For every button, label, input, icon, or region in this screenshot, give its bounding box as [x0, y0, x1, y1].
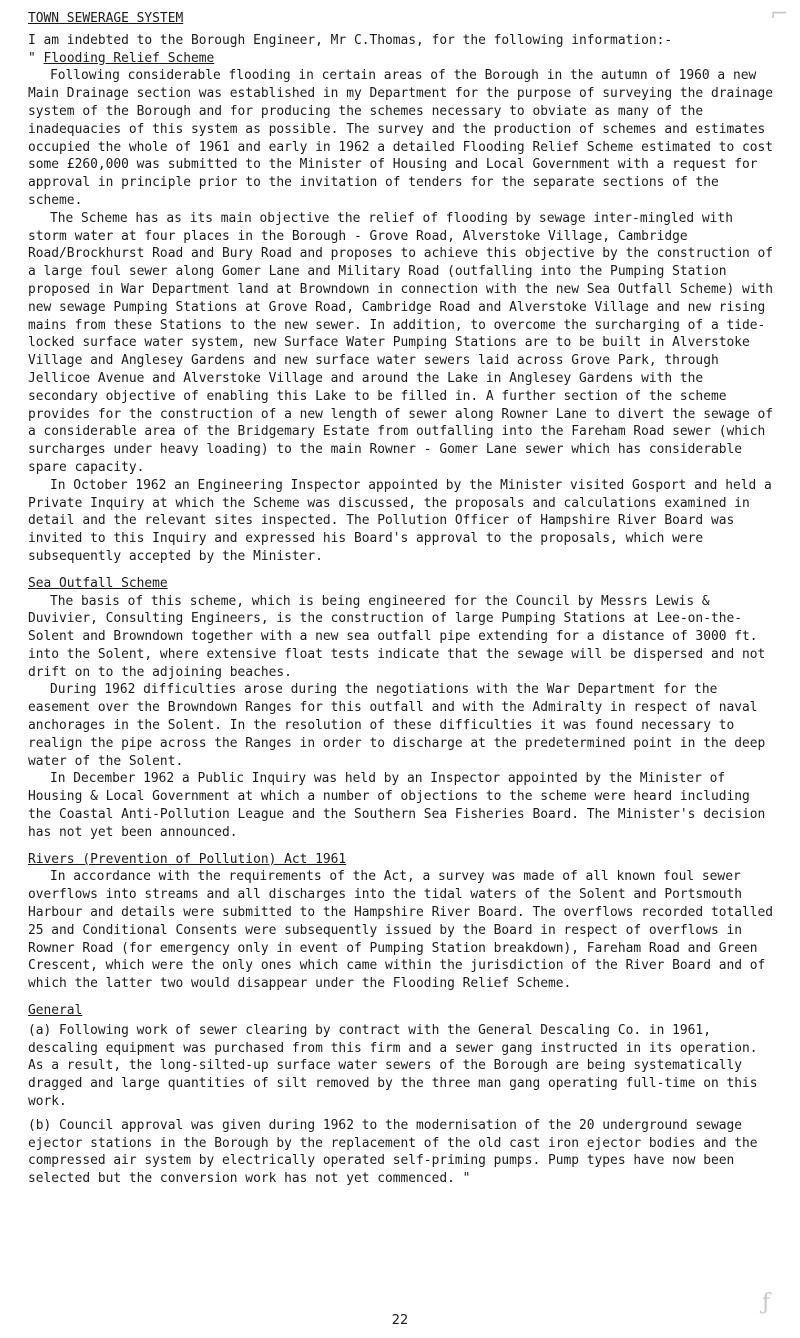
open-quote: " — [28, 50, 44, 66]
flooding-paragraph-3: In October 1962 an Engineering Inspector appointed by the Minister visited Gosport and held a Private Inquiry at which the Scheme was discussed, the proposals and calculations examined in detail and the relevant sites inspected. The Pollution Officer of Hampshire River Board was invited to this Inquiry and expressed his Board's approval to the proposals, which were subsequently accepted by the Minister. — [28, 477, 772, 564]
general-heading: General — [28, 1003, 83, 1019]
general-item-b — [28, 1117, 776, 1188]
scan-edge-mark-top: ⌐ — [770, 2, 789, 27]
rivers-paragraph-1: In accordance with the requirements of the Act, a survey was made of all known foul sewer overflows into streams and all discharges into the tidal waters of the Solent and Portsmouth Harbour and details were submitted to the Hampshire River Board. The overflows recorded totalled 25 and Conditional Consents were subsequently issued by the Board in respect of overflows in Rowner Road (for emergency only in event of Pumping Station breakdown), Fareham Road and Green Crescent, which were the only ones which came within the jurisdiction of the River Board and of which the latter two would disappear under the Flooding Relief Scheme. — [28, 869, 774, 992]
close-quote: " — [454, 1171, 471, 1187]
sea-outfall-paragraph-2: During 1962 difficulties arose during the negotiations with the War Department for the easement over the Browndown Ranges for this outfall and with the Admiralty in respect of naval anchorages in the Solent. In the resolution of these difficulties it was found necessary to realign the pipe across the Ranges in order to discharge at the predetermined point in the deep water of the Solent. — [28, 682, 766, 769]
sea-outfall-paragraph-3: In December 1962 a Public Inquiry was held by an Inspector appointed by the Minister of Housing & Local Government at which a number of objections to the scheme were heard including the Coastal Anti-Pollution League and the Southern Sea Fisheries Board. The Minister's decision has not yet been announced. — [28, 771, 766, 840]
flooding-paragraph-2: The Scheme has as its main objective the relief of flooding by sewage inter-mingled with storm water at four places in the Borough - Grove Road, Alverstoke Village, Cambridge Road/Brockhurst Road and Bury Road and proposes to achieve this objective by the construction of a large foul sewer along Gomer Lane and Military Road (outfalling into the Pumping Station proposed in War Department land at Browndown in connection with the new Sea Outfall Scheme) with new sewage Pumping Stations at Grove Road, Cambridge Road and Alverstoke Village and new rising mains from these Stations to the new sewer. In addition, to overcome the surcharging of a tide-locked surface water system, new Surface Water Pumping Stations are to be built in Alverstoke Village and Anglesey Gardens and new surface water sewers laid across Grove Park, through Jellicoe Avenue and Alverstoke Village and around the Lake in Anglesey Gardens with the secondary objective of enabling this Lake to be filled in. A further section of the scheme provides for the construction of a new length of sewer along Rowner Lane to divert the sewage of a considerable area of the Bridgemary Estate from outfalling into the Fareham Road sewer (which surcharges under heavy loading) to the main Rowner - Gomer Lane sewer which has considerable spare capacity. — [28, 210, 774, 475]
sea-outfall-paragraph-1: The basis of this scheme, which is being engineered for the Council by Messrs Lewis & Duvivier, Consulting Engineers, is the construction of large Pumping Stations at Lee-on-the-Solent and Browndown together with a new sea outfall pipe extending for a distance of 3000 ft. into the Solent, where extensive float tests indicate that the sewage will be dispersed and not drift on to the adjoining beaches. — [28, 593, 766, 680]
rivers-heading: Rivers (Prevention of Pollution) Act 1961 — [28, 851, 347, 867]
sea-outfall-heading: Sea Outfall Scheme — [28, 575, 168, 591]
document-page — [28, 10, 776, 1188]
page-number: 22 — [391, 1313, 409, 1328]
intro-paragraph: I am indebted to the Borough Engineer, Mr C.Thomas, for the following information:- — [28, 32, 673, 48]
flooding-section — [28, 50, 776, 68]
flooding-heading: Flooding Relief Scheme — [43, 50, 215, 66]
flooding-paragraph-1: Following considerable flooding in certain areas of the Borough in the autumn of 1960 a new Main Drainage section was established in my Department for the purpose of surveying the drainage system of the Borough and for producing the schemes necessary to obviate as many of the inadequacies of this system as possible. The survey and the production of schemes and estimates occupied the whole of 1961 and early in 1962 a detailed Flooding Relief Scheme estimated to cost some £260,000 was submitted to the Minister of Housing and Local Government with a request for approval in principle prior to the invitation of tenders for the separate sections of the scheme. — [28, 68, 774, 208]
general-item-a: (a) Following work of sewer clearing by contract with the General Descaling Co. in 1961, descaling equipment was purchased from this firm and a sewer gang instructed in its operation. As a result, the long-silted-up surface water sewers of the Borough are being systematically dragged and large quantities of silt removed by the three man gang operating full-time on this work. — [28, 1022, 758, 1110]
document-title: TOWN SEWERAGE SYSTEM — [28, 11, 184, 26]
general-item-b-text: (b) Council approval was given during 1962 to the modernisation of the 20 underground sewage ejector stations in the Borough by the replacement of the old cast iron ejector bodies and the compressed air system by electrically operated self-priming pumps. Pump types have now been selected but the conversion work has not yet commenced. — [28, 1117, 758, 1187]
scan-edge-mark-bottom: ƒ — [762, 1290, 771, 1315]
